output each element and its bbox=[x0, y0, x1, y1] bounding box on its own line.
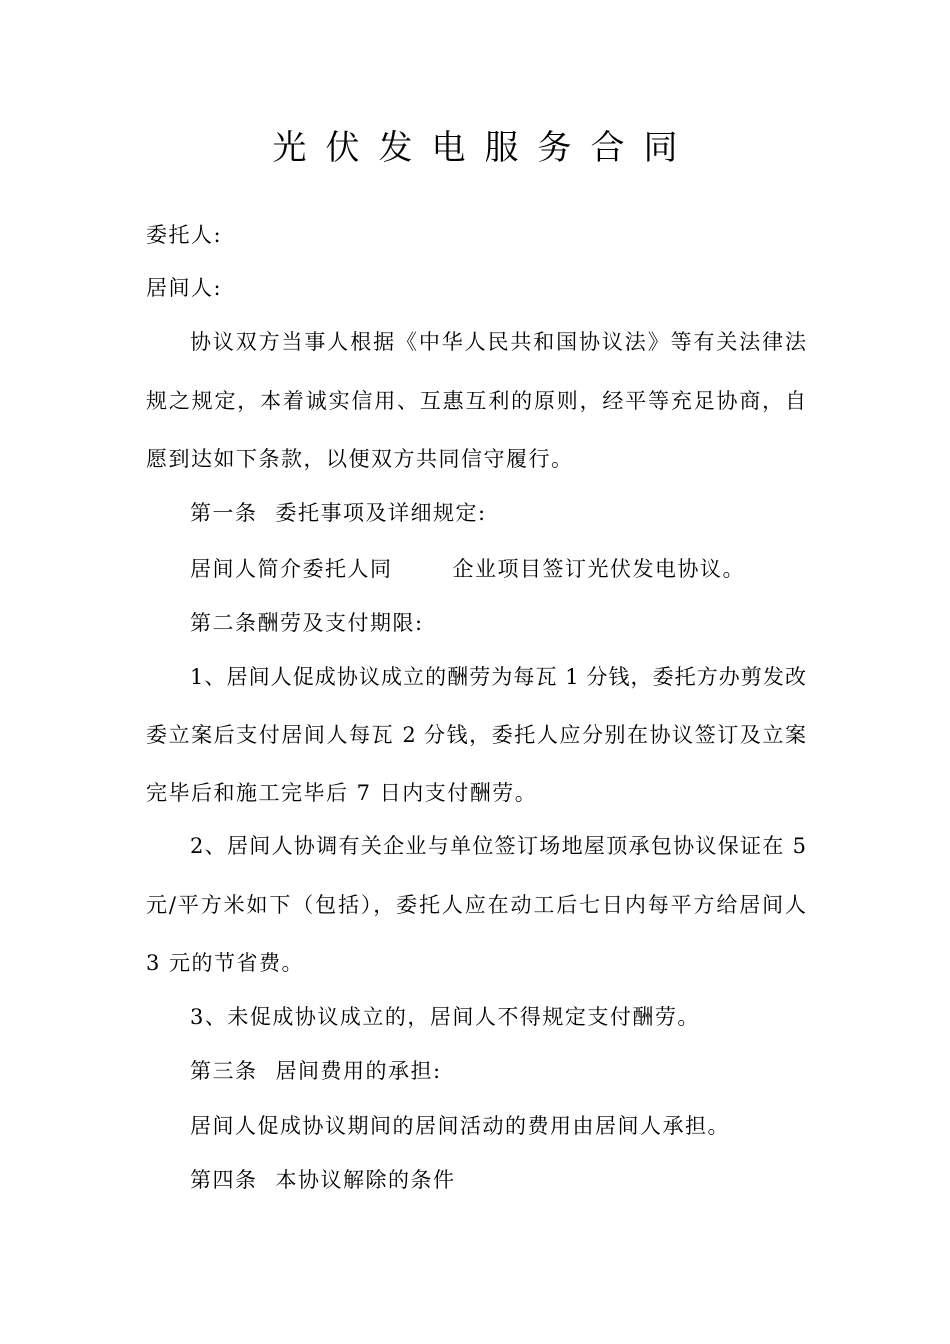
preamble-line-2: 规之规定，本着诚实信用、互惠互利的原则，经平等充足协商，自 bbox=[146, 389, 806, 413]
party-a-label: 委托人: bbox=[146, 223, 223, 247]
party-b-label: 居间人: bbox=[146, 276, 223, 300]
article-2-clause-1-line-1: 1、居间人促成协议成立的酬劳为每瓦 1 分钱，委托方办剪发改 bbox=[190, 665, 806, 689]
article-3-heading bbox=[190, 1056, 806, 1086]
article-1-number: 第一条 bbox=[190, 501, 258, 525]
article-2-heading: 第二条酬劳及支付期限: bbox=[190, 611, 424, 635]
article-3-title: 居间费用的承担: bbox=[275, 1059, 442, 1083]
article-2-clause-3: 3、未促成协议成立的，居间人不得规定支付酬劳。 bbox=[190, 1005, 700, 1029]
article-4-title: 本协议解除的条件 bbox=[275, 1168, 456, 1192]
article-1-heading bbox=[190, 498, 806, 528]
article-2-clause-1-line-2: 委立案后支付居间人每瓦 2 分钱，委托人应分别在协议签订及立案 bbox=[146, 723, 806, 747]
article-1-body-part-1: 居间人简介委托人同 bbox=[190, 557, 393, 581]
article-2-clause-1-line-3: 完毕后和施工完毕后 7 日内支付酬劳。 bbox=[146, 781, 538, 805]
article-3-body: 居间人促成协议期间的居间活动的费用由居间人承担。 bbox=[190, 1114, 730, 1138]
article-2-clause-2-line-2: 元/平方米如下（包括），委托人应在动工后七日内每平方给居间人 bbox=[146, 893, 806, 917]
article-1-body-part-2: 企业项目签订光伏发电协议。 bbox=[452, 557, 745, 581]
article-2-clause-2-line-3: 3 元的节省费。 bbox=[146, 951, 305, 975]
preamble-line-1: 协议双方当事人根据《中华人民共和国协议法》等有关法律法 bbox=[190, 330, 806, 354]
article-1-title: 委托事项及详细规定: bbox=[275, 501, 487, 525]
preamble-line-3: 愿到达如下条款，以便双方共同信守履行。 bbox=[146, 447, 574, 471]
article-4-heading bbox=[190, 1165, 806, 1195]
article-1-body bbox=[190, 554, 806, 584]
article-4-number: 第四条 bbox=[190, 1168, 258, 1192]
article-2-clause-2-line-1: 2、居间人协调有关企业与单位签订场地屋顶承包协议保证在 5 bbox=[190, 834, 806, 858]
document-title: 光伏发电服务合同 bbox=[272, 128, 697, 168]
article-3-number: 第三条 bbox=[190, 1059, 258, 1083]
